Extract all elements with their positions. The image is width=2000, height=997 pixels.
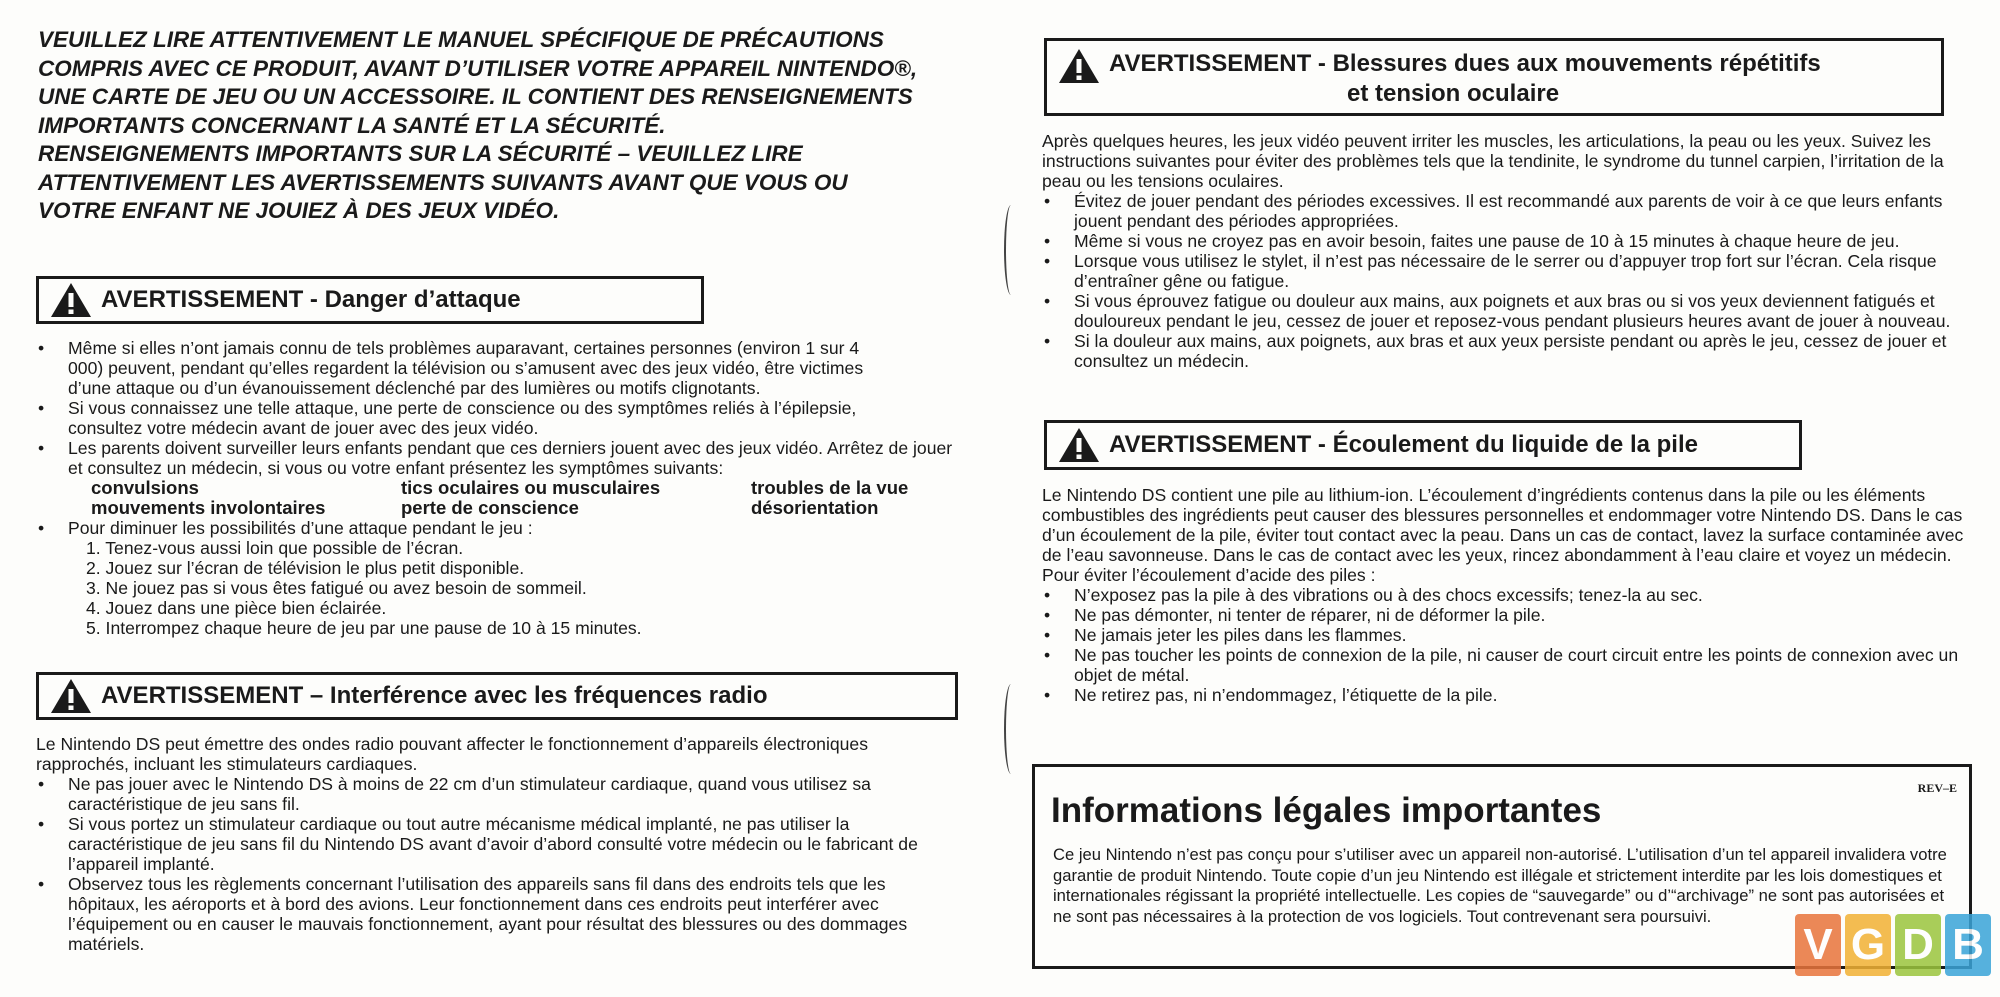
list-item: • Même si vous ne croyez pas en avoir besoin, faites une pause de 10 à 15 minutes à chaque heure de jeu. bbox=[1042, 231, 1977, 251]
symptom-item: désorientation bbox=[751, 497, 879, 518]
warning-label: AVERTISSEMENT bbox=[1109, 431, 1312, 458]
warning-label: AVERTISSEMENT bbox=[101, 682, 304, 709]
list-item: • Si la douleur aux mains, aux poignets, aux bras et aux yeux persiste pendant ou après le jeu, cessez de jouer et consultez un médecin. bbox=[1042, 331, 1977, 371]
symptom-item: tics oculaires ou musculaires bbox=[401, 477, 661, 498]
list-item: • Ne pas toucher les points de connexion de la pile, ni causer de court circuit entre les points de connexion avec un objet de métal. bbox=[1042, 645, 1977, 685]
warning-subject: - Écoulement du liquide de la pile bbox=[1311, 431, 1698, 458]
paragraph: Pour éviter l’écoulement d’acide des piles : bbox=[1042, 565, 1376, 585]
list-item: • Évitez de jouer pendant des périodes excessives. Il est recommandé aux parents de voir à ce que leurs enfants jouent pendant des périodes appropriées. bbox=[1042, 191, 1977, 231]
legal-title: Informations légales importantes bbox=[1051, 791, 1602, 830]
symptom-item: perte de conscience bbox=[401, 497, 579, 518]
list-item: • Lorsque vous utilisez le stylet, il n’est pas nécessaire de le serrer ou d’appuyer trop fort sur l’écran. Cela risque d’entraîner gêne ou fatigue. bbox=[1042, 251, 1977, 291]
list-item: • Observez tous les règlements concernant l’utilisation des appareils sans fil dans des endroits tels que les hôpitaux, les aéroports et à bord des avions. Leur fonctionnement dans ces endroits peut interférer avec l’équipement ou en causer le mauvais fonctionnement, ayant pour résultat des blessures ou des dommages matériels. bbox=[36, 874, 946, 954]
revision-code: REV–E bbox=[1917, 781, 1957, 795]
list-item: 2. Jouez sur l’écran de télévision le plus petit disponible. bbox=[86, 558, 525, 578]
watermark-letter: V bbox=[1795, 914, 1841, 976]
warning-label: AVERTISSEMENT bbox=[1109, 50, 1312, 77]
rsi-warning-header bbox=[1044, 38, 1944, 116]
list-item: • Si vous connaissez une telle attaque, une perte de conscience ou des symptômes reliés à l’épilepsie, consultez votre médecin avant de jouer avec des jeux vidéo. bbox=[36, 398, 896, 438]
list-item: • Ne retirez pas, ni n’endommagez, l’étiquette de la pile. bbox=[1042, 685, 1977, 705]
list-item: 5. Interrompez chaque heure de jeu par une pause de 10 à 15 minutes. bbox=[86, 618, 642, 638]
warning-label: AVERTISSEMENT bbox=[101, 286, 304, 313]
symptom-item: convulsions bbox=[91, 477, 199, 498]
list-item: • Ne pas jouer avec le Nintendo DS à moins de 22 cm d’un stimulateur cardiaque, quand vous utilisez sa caractéristique de jeu sans fil. bbox=[36, 774, 946, 814]
list-item: • N’exposez pas la pile à des vibrations ou à des chocs excessifs; tenez-la au sec. bbox=[1042, 585, 1977, 605]
list-item: • Les parents doivent surveiller leurs enfants pendant que ces derniers jouent avec des jeux vidéo. Arrêtez de jouer et consultez un médecin, si vous ou votre enfant présentez les symptômes suivants: bbox=[36, 438, 966, 478]
paragraph: Le Nintendo DS contient une pile au lithium-ion. L’écoulement d’ingrédients contenus dans la pile ou les éléments combustibles des ingrédients peut causer des blessures personnelles et endommager votre Nintendo DS. Dans le cas d’un écoulement de la pile, éviter tout contact avec la peau. Dans un cas de contact, lavez la surface contaminée avec de l’eau savonneuse. Dans le cas de contact avec les yeux, rincez abondamment à l’eau claire et voyez un médecin. bbox=[1042, 485, 1964, 565]
battery-warning-body bbox=[1042, 485, 1977, 705]
list-item: • Ne pas démonter, ni tenter de réparer, ni de déformer la pile. bbox=[1042, 605, 1977, 625]
left-page bbox=[0, 0, 990, 997]
warning-subject: - Blessures dues aux mouvements répétitifs bbox=[1311, 50, 1821, 77]
list-item: • Ne jamais jeter les piles dans les flammes. bbox=[1042, 625, 1977, 645]
warning-triangle-icon bbox=[49, 677, 93, 715]
symptom-item: mouvements involontaires bbox=[91, 497, 326, 518]
warning-subject: - Danger d’attaque bbox=[303, 286, 521, 313]
warning-triangle-icon bbox=[1057, 47, 1101, 85]
symptom-list bbox=[36, 478, 966, 518]
list-item: • Pour diminuer les possibilités d’une attaque pendant le jeu : bbox=[36, 518, 966, 538]
symptom-item: troubles de la vue bbox=[751, 477, 909, 498]
rsi-warning-body bbox=[1042, 131, 1977, 371]
list-item: 4. Jouez dans une pièce bien éclairée. bbox=[86, 598, 387, 618]
list-item: • Même si elles n’ont jamais connu de tels problèmes auparavant, certaines personnes (environ 1 sur 4 000) peuvent, pendant qu’elles regardent la télévision ou s’amusent avec des jeux vidéo, être victimes d’une attaque ou d’un évanouissement déclenché par des lumières ou motifs clignotants. bbox=[36, 338, 896, 398]
watermark-letter: B bbox=[1945, 914, 1991, 976]
warning-subject: – Interférence avec les fréquences radio bbox=[303, 682, 768, 709]
watermark-letter: D bbox=[1895, 914, 1941, 976]
list-item: 1. Tenez-vous aussi loin que possible de l’écran. bbox=[86, 538, 464, 558]
battery-warning-header bbox=[1044, 420, 1802, 470]
warning-triangle-icon bbox=[1057, 426, 1101, 464]
warning-subject-line2: et tension oculaire bbox=[1347, 80, 1560, 107]
legal-text: Ce jeu Nintendo n’est pas conçu pour s’utiliser avec un appareil non-autorisé. L’utilisation d’un tel appareil invalidera votre garantie de produit Nintendo. Toute copie d’un jeu Nintendo est illégale et strictement interdite par les lois domestiques et internationales régissant la propriété intellectuelle. Les copies de “sauvegarde” ou d’“archivage” ne sont pas autorisées et ne sont pas nécessaires à la protection de vos logiciels. Tout contrevenant sera poursuivi. bbox=[1053, 845, 1947, 926]
vgdb-watermark-logo bbox=[1795, 914, 1991, 976]
list-item: • Si vous portez un stimulateur cardiaque ou tout autre mécanisme médical implanté, ne pas utiliser la caractéristique de jeu sans fil du Nintendo DS avant d’avoir d’abord consulté votre médecin ou le fabricant de l’appareil implanté. bbox=[36, 814, 946, 874]
warning-triangle-icon bbox=[49, 281, 93, 319]
radio-warning-body bbox=[36, 734, 946, 954]
paragraph: Après quelques heures, les jeux vidéo peuvent irriter les muscles, les articulations, la peau ou les yeux. Suivez les instructions suivantes pour éviter des problèmes tels que la tendinite, le syndrome du tunnel carpien, l’irritation de la peau ou les tensions oculaires. bbox=[1042, 131, 1944, 191]
paragraph: Le Nintendo DS peut émettre des ondes radio pouvant affecter le fonctionnement d’appareils électroniques rapprochés, incluant les stimulateurs cardiaques. bbox=[36, 734, 869, 774]
list-item: 3. Ne jouez pas si vous êtes fatigué ou avez besoin de sommeil. bbox=[86, 578, 587, 598]
intro-notice: VEUILLEZ LIRE ATTENTIVEMENT LE MANUEL SPÉCIFIQUE DE PRÉCAUTIONS COMPRIS AVEC CE PRODUIT, AVANT D’UTILISER VOTRE APPAREIL NINTENDO®, UNE CARTE DE JEU OU UN ACCESSOIRE. IL CONTIENT DES RENSEIGNEMENTS IMPORTANTS CONCERNANT LA SANTÉ ET LA SÉCURITÉ. RENSEIGNEMENTS IMPORTANTS SUR LA SÉCURITÉ – VEUILLEZ LIRE ATTENTIVEMENT LES AVERTISSEMENTS SUIVANTS AVANT QUE VOUS OU VOTRE ENFANT NE JOUIEZ À DES JEUX VIDÉO. bbox=[38, 27, 918, 223]
steps-list bbox=[36, 538, 966, 638]
radio-warning-header bbox=[36, 672, 958, 720]
watermark-letter: G bbox=[1845, 914, 1891, 976]
list-item: • Si vous éprouvez fatigue ou douleur aux mains, aux poignets et aux bras ou si vos yeux deviennent fatigués et douloureux pendant le jeu, cessez de jouer et reposez-vous pendant plusieurs heures avant de jouer à nouveau. bbox=[1042, 291, 1977, 331]
seizure-warning-body bbox=[36, 338, 966, 638]
seizure-warning-header bbox=[36, 276, 704, 324]
